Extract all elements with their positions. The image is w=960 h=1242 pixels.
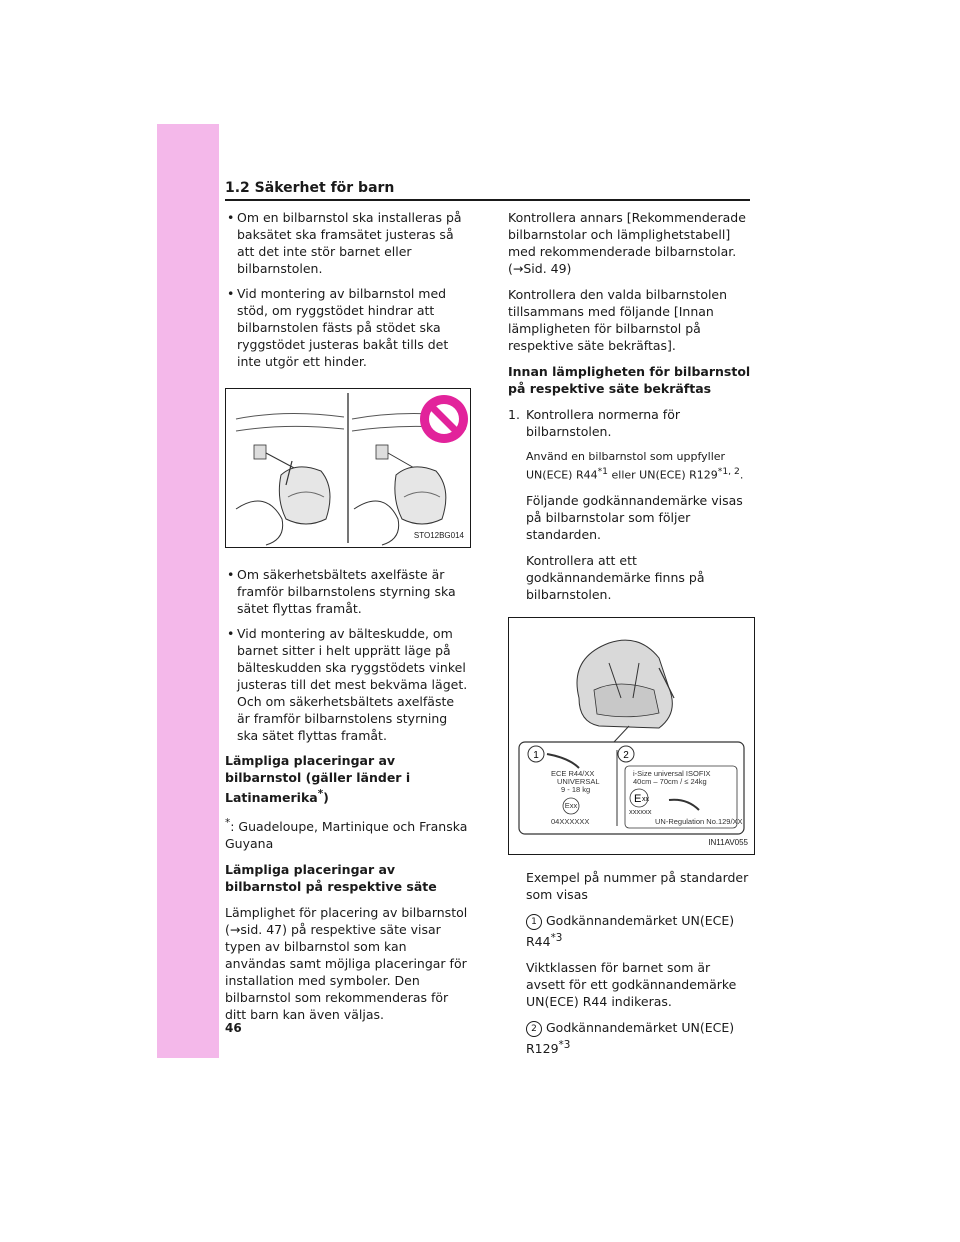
header-rule xyxy=(225,199,750,201)
ece-line-3: 9 - 18 kg xyxy=(561,784,591,794)
heading-before-confirm: Innan lämpligheten för bilbarnstol på respektive säte bekräftas xyxy=(508,364,751,396)
item-1: 1 Godkännandemärket UN(ECE) R44$^{*3}$ xyxy=(526,912,735,949)
figure-code: IN11AV055 xyxy=(708,837,748,847)
item-2: 2 Godkännandemärket UN(ECE) R129$^{*3}$ xyxy=(526,1019,735,1056)
paragraph-check: Kontrollera den valda bilbarnstolen tillsammans med följande [Innan lämpligheten för bilbarnstol på respektive säte bekräftas]. xyxy=(508,287,728,353)
ece-code: 04XXXXXX xyxy=(551,816,590,826)
heading-latin-america: Lämpliga placeringar av bilbarnstol (gäller länder i Latinamerika*) xyxy=(225,753,411,806)
seat-adjust-illustration xyxy=(226,389,470,547)
small-note: Använd en bilbarnstol som uppfyller UN(ECE) R44$^{*1}$ eller UN(ECE) R129$^{*1, 2}$. xyxy=(526,450,744,482)
paragraph-recommended: Kontrollera annars [Rekommenderade bilbarnstolar och lämplighetstabell] med rekommenderade bilbarnstolar. (→Sid. 49) xyxy=(508,210,746,276)
left-column xyxy=(225,209,469,1032)
bullet-item: • Om säkerhetsbältets axelfäste är framför bilbarnstolens styrning ska sätet flyttas framåt. xyxy=(225,566,469,617)
figure-approval-labels xyxy=(508,617,755,855)
item-1-title: Godkännandemärket UN(ECE) R44 xyxy=(526,912,735,949)
label-num-2: 2 xyxy=(623,749,629,761)
isize-regulation: UN-Regulation No.129/XX xyxy=(655,816,743,826)
bullet-list-top xyxy=(225,209,469,370)
right-column xyxy=(508,209,753,1066)
paragraph-suitability: Lämplighet för placering av bilbarnstol (→sid. 47) på respektive säte visar typen av bilbarnstol som kan användas samt möjliga placeringar för installation med symboler. Den bilbarnstol som rekommenderas för ditt barn kan även väljas. xyxy=(225,905,468,1023)
side-tab xyxy=(157,124,219,1058)
bullet-item: • Vid montering av bälteskudde, om barnet sitter i helt upprätt läge på bälteskudden ska ryggstödets vinkel justeras till det mest bekväma läget. Och om säkerhetsbältets axelfäste är framför bilbarnstolens styrning ska sätet flyttas framåt. xyxy=(225,625,469,744)
bullet-item: • Vid montering av bilbarnstol med stöd, om ryggstödet hindrar att bilbarnstolen fästs på stödet ska ryggstödet justeras bakåt tills det inte utgör ett hinder. xyxy=(225,285,469,370)
bullet-list-bottom xyxy=(225,566,469,744)
figure-code: STO12BG014 xyxy=(413,531,464,540)
ece-line-1: ECE R44/XX xyxy=(551,768,595,778)
item-number-1: 1 xyxy=(526,914,542,930)
isize-mark-xx: xx xyxy=(642,795,649,803)
paragraph-approval-mark: Följande godkännandemärke visas på bilbarnstolar som följer standarden. xyxy=(526,492,743,542)
figure-seat-adjust xyxy=(225,388,471,548)
step-1 xyxy=(508,406,753,440)
item-number-2: 2 xyxy=(526,1021,542,1037)
isize-code: xxxxxx xyxy=(629,806,652,816)
step-text: Kontrollera normerna för bilbarnstolen. xyxy=(526,407,680,439)
ece-mark: Exx xyxy=(564,800,578,810)
footnote: *: Guadeloupe, Martinique och Franska Guyana xyxy=(225,817,468,852)
section-header: 1.2 Säkerhet för barn xyxy=(225,180,395,196)
isize-mark-e: E xyxy=(634,792,642,805)
heading-seat-placements: Lämpliga placeringar av bilbarnstol på respektive säte xyxy=(225,862,437,895)
bullet-item: • Om en bilbarnstol ska installeras på baksätet ska framsätet justeras så att det inte stör barnet eller bilbarnstolen. xyxy=(225,209,469,277)
item-1-description: Viktklassen för barnet som är avsett för ett godkännandemärke UN(ECE) R44 indikeras. xyxy=(526,959,737,1009)
label-num-1: 1 xyxy=(533,749,539,761)
ece-line-2: UNIVERSAL xyxy=(557,776,600,786)
item-2-title: Godkännandemärket UN(ECE) R129 xyxy=(526,1019,735,1056)
isize-line-2: 40cm – 70cm / ≤ 24kg xyxy=(633,776,707,786)
step-number: 1. xyxy=(508,407,520,422)
isize-line-1: i-Size universal ISOFIX xyxy=(633,768,711,778)
paragraph-verify: Kontrollera att ett godkännandemärke finns på bilbarnstolen. xyxy=(526,552,705,602)
approval-labels-illustration xyxy=(509,618,754,854)
page-number: 46 xyxy=(225,1021,242,1035)
caption-examples: Exempel på nummer på standarder som visas xyxy=(526,869,749,902)
